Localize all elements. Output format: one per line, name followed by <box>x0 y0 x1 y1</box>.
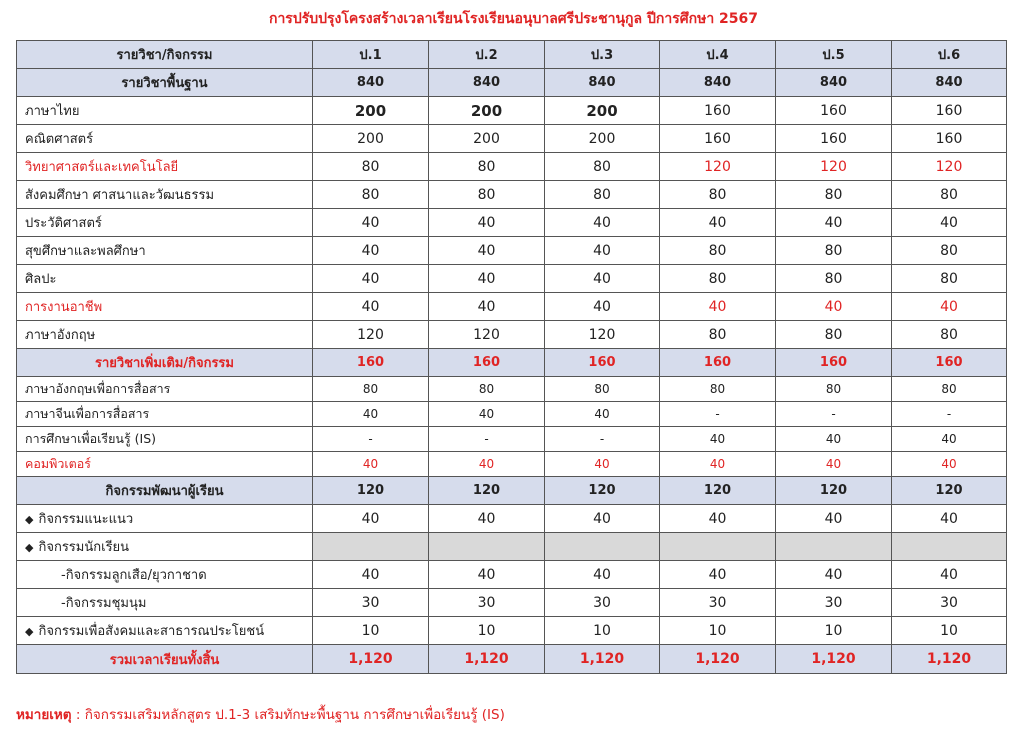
row-label: วิทยาศาสตร์และเทคโนโลยี <box>17 153 313 181</box>
cell: 40 <box>313 402 429 427</box>
cell: 80 <box>892 237 1007 265</box>
cell: 30 <box>660 589 776 617</box>
cell: 120 <box>892 153 1007 181</box>
column-header-grade: ป.2 <box>429 41 545 69</box>
diamond-bullet-icon: ◆ <box>25 541 34 554</box>
cell: - <box>892 402 1007 427</box>
table-row <box>17 321 1007 349</box>
cell: 80 <box>429 377 545 402</box>
cell: 40 <box>429 402 545 427</box>
total-cell: 1,120 <box>892 645 1007 674</box>
row-label: กิจกรรมแนะแนว <box>38 512 134 527</box>
table-row <box>17 561 1007 589</box>
table-row <box>17 452 1007 477</box>
cell: 840 <box>545 69 660 97</box>
cell: 30 <box>892 589 1007 617</box>
cell: 80 <box>313 377 429 402</box>
cell: 80 <box>892 377 1007 402</box>
category-row-basic <box>17 69 1007 97</box>
category-label: รายวิชาเพิ่มเติม/กิจกรรม <box>17 349 313 377</box>
cell: 40 <box>892 293 1007 321</box>
cell: 30 <box>776 589 892 617</box>
table-row <box>17 505 1007 533</box>
row-label: ประวัติศาสตร์ <box>17 209 313 237</box>
cell: 80 <box>892 181 1007 209</box>
cell: 200 <box>429 97 545 125</box>
cell: 80 <box>776 321 892 349</box>
table-row <box>17 97 1007 125</box>
row-label: คณิตศาสตร์ <box>17 125 313 153</box>
cell: 40 <box>545 209 660 237</box>
column-header-subject: รายวิชา/กิจกรรม <box>17 41 313 69</box>
cell: 40 <box>313 452 429 477</box>
cell: 40 <box>660 209 776 237</box>
cell: 200 <box>429 125 545 153</box>
cell: 160 <box>660 125 776 153</box>
cell: 40 <box>545 237 660 265</box>
footnote <box>16 703 505 725</box>
total-row <box>17 645 1007 674</box>
cell: 160 <box>429 349 545 377</box>
cell: 30 <box>313 589 429 617</box>
total-cell: 1,120 <box>545 645 660 674</box>
cell: 120 <box>545 321 660 349</box>
column-header-grade: ป.4 <box>660 41 776 69</box>
cell: 80 <box>660 181 776 209</box>
cell: 40 <box>429 452 545 477</box>
table-row <box>17 402 1007 427</box>
cell: 120 <box>545 477 660 505</box>
table-row <box>17 125 1007 153</box>
cell: 40 <box>545 265 660 293</box>
cell: 80 <box>892 265 1007 293</box>
table-row <box>17 427 1007 452</box>
cell: 80 <box>429 181 545 209</box>
category-row-additional <box>17 349 1007 377</box>
cell: 120 <box>313 477 429 505</box>
cell: 40 <box>429 237 545 265</box>
cell: 40 <box>776 452 892 477</box>
footnote-text: กิจกรรมเสริมหลักสูตร ป.1-3 เสริมทักษะพื้นฐาน การศึกษาเพื่อเรียนรู้ (IS) <box>84 707 505 723</box>
diamond-bullet-icon: ◆ <box>25 625 34 638</box>
time-structure-table <box>16 40 1007 674</box>
row-label: -กิจกรรมลูกเสือ/ยุวกาชาด <box>17 561 313 589</box>
cell: 80 <box>660 321 776 349</box>
row-label: ภาษาไทย <box>17 97 313 125</box>
row-label: การศึกษาเพื่อเรียนรู้ (IS) <box>17 427 313 452</box>
cell: 200 <box>313 97 429 125</box>
cell: 40 <box>892 427 1007 452</box>
row-label: ศิลปะ <box>17 265 313 293</box>
cell: - <box>429 427 545 452</box>
cell: 80 <box>776 265 892 293</box>
cell: 120 <box>660 477 776 505</box>
cell: 80 <box>776 377 892 402</box>
cell: 40 <box>313 209 429 237</box>
cell: 40 <box>429 265 545 293</box>
cell: 40 <box>776 561 892 589</box>
cell: 160 <box>313 349 429 377</box>
row-label: สุขศึกษาและพลศึกษา <box>17 237 313 265</box>
cell: 80 <box>429 153 545 181</box>
cell: 200 <box>545 125 660 153</box>
table-row <box>17 293 1007 321</box>
row-label-cell <box>17 505 313 533</box>
cell: 10 <box>660 617 776 645</box>
cell: 120 <box>892 477 1007 505</box>
cell: 40 <box>313 265 429 293</box>
cell: 40 <box>660 293 776 321</box>
cell: 840 <box>776 69 892 97</box>
cell: 80 <box>776 237 892 265</box>
column-header-grade: ป.6 <box>892 41 1007 69</box>
cell: 80 <box>545 181 660 209</box>
table-row <box>17 265 1007 293</box>
cell: 40 <box>892 561 1007 589</box>
cell: - <box>776 402 892 427</box>
row-label: การงานอาชีพ <box>17 293 313 321</box>
empty-cell <box>429 533 545 561</box>
cell: 80 <box>313 153 429 181</box>
cell: 40 <box>776 293 892 321</box>
cell: 40 <box>429 561 545 589</box>
table-row <box>17 377 1007 402</box>
total-cell: 1,120 <box>313 645 429 674</box>
cell: 120 <box>660 153 776 181</box>
empty-cell <box>545 533 660 561</box>
cell: 80 <box>892 321 1007 349</box>
row-label: สังคมศึกษา ศาสนาและวัฒนธรรม <box>17 181 313 209</box>
cell: 30 <box>429 589 545 617</box>
diamond-bullet-icon: ◆ <box>25 513 34 526</box>
cell: 40 <box>660 427 776 452</box>
header-row <box>17 41 1007 69</box>
cell: 80 <box>660 377 776 402</box>
cell: 40 <box>892 209 1007 237</box>
total-label: รวมเวลาเรียนทั้งสิ้น <box>17 645 313 674</box>
cell: 40 <box>429 505 545 533</box>
cell: 40 <box>313 237 429 265</box>
cell: 120 <box>429 477 545 505</box>
cell: 10 <box>545 617 660 645</box>
table-row <box>17 209 1007 237</box>
table-row <box>17 237 1007 265</box>
cell: 40 <box>545 293 660 321</box>
cell: 160 <box>892 125 1007 153</box>
cell: 80 <box>313 181 429 209</box>
cell: 160 <box>545 349 660 377</box>
cell: 160 <box>660 97 776 125</box>
cell: 40 <box>892 505 1007 533</box>
row-label-cell <box>17 533 313 561</box>
page-title: การปรับปรุงโครงสร้างเวลาเรียนโรงเรียนอนุบาลศรีประชานุกูล ปีการศึกษา 2567 <box>268 11 759 27</box>
footnote-separator: : <box>71 707 85 723</box>
cell: 80 <box>545 377 660 402</box>
column-header-grade: ป.5 <box>776 41 892 69</box>
row-label: ภาษาอังกฤษ <box>17 321 313 349</box>
cell: - <box>660 402 776 427</box>
table-row <box>17 533 1007 561</box>
cell: 160 <box>776 349 892 377</box>
cell: 120 <box>776 477 892 505</box>
cell: 40 <box>545 402 660 427</box>
cell: 40 <box>313 561 429 589</box>
cell: 120 <box>776 153 892 181</box>
cell: 840 <box>429 69 545 97</box>
row-label: คอมพิวเตอร์ <box>17 452 313 477</box>
cell: 840 <box>313 69 429 97</box>
cell: 10 <box>429 617 545 645</box>
cell: 200 <box>313 125 429 153</box>
cell: - <box>545 427 660 452</box>
cell: 30 <box>545 589 660 617</box>
table-row <box>17 589 1007 617</box>
empty-cell <box>892 533 1007 561</box>
row-label: ภาษาอังกฤษเพื่อการสื่อสาร <box>17 377 313 402</box>
row-label: กิจกรรมนักเรียน <box>38 540 130 555</box>
cell: 40 <box>313 293 429 321</box>
total-cell: 1,120 <box>660 645 776 674</box>
cell: 40 <box>892 452 1007 477</box>
cell: 160 <box>660 349 776 377</box>
cell: 80 <box>776 181 892 209</box>
empty-cell <box>313 533 429 561</box>
category-row-activities <box>17 477 1007 505</box>
cell: 200 <box>545 97 660 125</box>
row-label: กิจกรรมเพื่อสังคมและสาธารณประโยชน์ <box>38 624 265 639</box>
cell: 40 <box>660 505 776 533</box>
cell: 40 <box>776 505 892 533</box>
cell: 40 <box>660 452 776 477</box>
cell: 80 <box>660 237 776 265</box>
cell: 10 <box>776 617 892 645</box>
cell: 40 <box>776 427 892 452</box>
cell: 40 <box>660 561 776 589</box>
empty-cell <box>660 533 776 561</box>
cell: 160 <box>776 125 892 153</box>
cell: 160 <box>892 349 1007 377</box>
row-label-cell <box>17 617 313 645</box>
row-label: ภาษาจีนเพื่อการสื่อสาร <box>17 402 313 427</box>
total-cell: 1,120 <box>776 645 892 674</box>
table-row <box>17 153 1007 181</box>
cell: 40 <box>545 505 660 533</box>
cell: 840 <box>892 69 1007 97</box>
cell: 120 <box>313 321 429 349</box>
column-header-grade: ป.3 <box>545 41 660 69</box>
cell: 160 <box>776 97 892 125</box>
total-cell: 1,120 <box>429 645 545 674</box>
cell: 840 <box>660 69 776 97</box>
cell: 40 <box>545 452 660 477</box>
row-label: -กิจกรรมชุมนุม <box>17 589 313 617</box>
cell: - <box>313 427 429 452</box>
cell: 40 <box>429 293 545 321</box>
cell: 40 <box>776 209 892 237</box>
cell: 10 <box>892 617 1007 645</box>
cell: 40 <box>545 561 660 589</box>
cell: 40 <box>313 505 429 533</box>
table-row <box>17 617 1007 645</box>
cell: 10 <box>313 617 429 645</box>
cell: 80 <box>660 265 776 293</box>
empty-cell <box>776 533 892 561</box>
cell: 160 <box>892 97 1007 125</box>
footnote-label: หมายเหตุ <box>16 707 72 723</box>
cell: 40 <box>429 209 545 237</box>
table-row <box>17 181 1007 209</box>
category-label: รายวิชาพื้นฐาน <box>17 69 313 97</box>
cell: 120 <box>429 321 545 349</box>
category-label: กิจกรรมพัฒนาผู้เรียน <box>17 477 313 505</box>
column-header-grade: ป.1 <box>313 41 429 69</box>
cell: 80 <box>545 153 660 181</box>
